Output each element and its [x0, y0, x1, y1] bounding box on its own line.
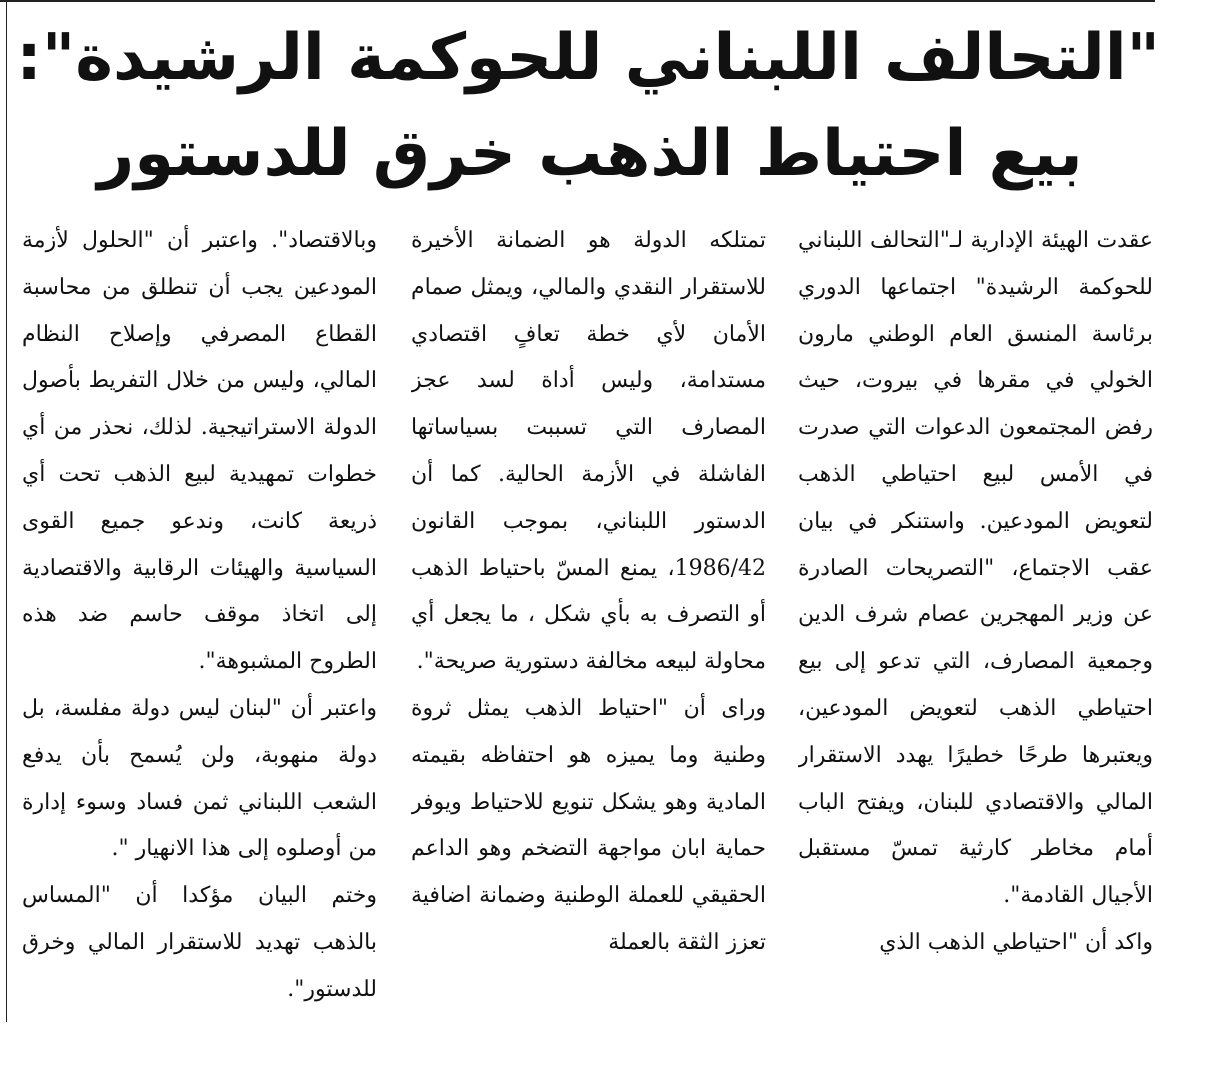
paragraph: واكد أن "احتياطي الذهب الذي: [879, 929, 1153, 955]
paragraph: تمتلكه الدولة هو الضمانة الأخيرة للاستقرار النقدي والمالي، ويمثل صمام الأمان لأي خطة تعافٍ اقتصادي مستدامة، وليس أداة لسد عجز المصارف التي تسببت بسياساتها الفاشلة في الأزمة الحالية. كما أن الدستور اللبناني، بموجب القانون 1986/42، يمنع المسّ باحتياط الذهب أو التصرف به بأي شكل ، ما يجعل أي محاولة لبيعه مخالفة دستورية صريحة".: [411, 228, 766, 675]
page-frame-top-rule: [0, 0, 1155, 2]
paragraph: وختم البيان مؤكدا أن "المساس بالذهب تهديد للاستقرار المالي وخرق للدستور".: [22, 883, 377, 1002]
article-headline: [16, 10, 1160, 202]
article-column-2: [411, 218, 766, 1048]
article-column-1: [798, 218, 1153, 1048]
paragraph: وراى أن "احتياط الذهب يمثل ثروة وطنية وما يميزه هو احتفاظه بقيمته المادية وهو يشكل تنويع للاحتياط ويوفر حماية ابان مواجهة التضخم وهو الداعم الحقيقي للعملة الوطنية وضمانة اضافية تعزز الثقة بالعملة: [411, 695, 766, 955]
headline-line-1: "التحالف اللبناني للحوكمة الرشيدة":: [16, 21, 1160, 95]
headline-line-2: بيع احتياط الذهب خرق للدستور: [97, 117, 1083, 191]
paragraph: واعتبر أن "لبنان ليس دولة مفلسة، بل دولة منهوبة، ولن يُسمح بأن يدفع الشعب اللبناني ثمن فساد وسوء إدارة من أوصلوه إلى هذا الانهيار ".: [22, 695, 377, 862]
article-column-3: [22, 218, 377, 1048]
paragraph: عقدت الهيئة الإدارية لـ"التحالف اللبناني للحوكمة الرشيدة" اجتماعها الدوري برئاسة المنسق العام الوطني مارون الخولي في مقرها في بيروت، حيث رفض المجتمعون الدعوات التي صدرت في الأمس لبيع احتياطي الذهب لتعويض المودعين. واستنكر في بيان عقب الاجتماع، "التصريحات الصادرة عن وزير المهجرين عصام شرف الدين وجمعية المصارف، التي تدعو إلى بيع احتياطي الذهب لتعويض المودعين، ويعتبرها طرحًا خطيرًا يهدد الاستقرار المالي والاقتصادي للبنان، ويفتح الباب أمام مخاطر كارثية تمسّ مستقبل الأجيال القادمة".: [798, 228, 1153, 909]
paragraph: وبالاقتصاد". واعتبر أن "الحلول لأزمة المودعين يجب أن تنطلق من محاسبة القطاع المصرفي وإصلاح النظام المالي، وليس من خلال التفريط بأصول الدولة الاستراتيجية. لذلك، نحذر من أي خطوات تمهيدية لبيع الذهب تحت أي ذريعة كانت، وندعو جميع القوى السياسية والهيئات الرقابية والاقتصادية إلى اتخاذ موقف حاسم ضد هذه الطروح المشبوهة".: [22, 228, 377, 675]
page-frame-left-rule: [6, 0, 7, 1022]
